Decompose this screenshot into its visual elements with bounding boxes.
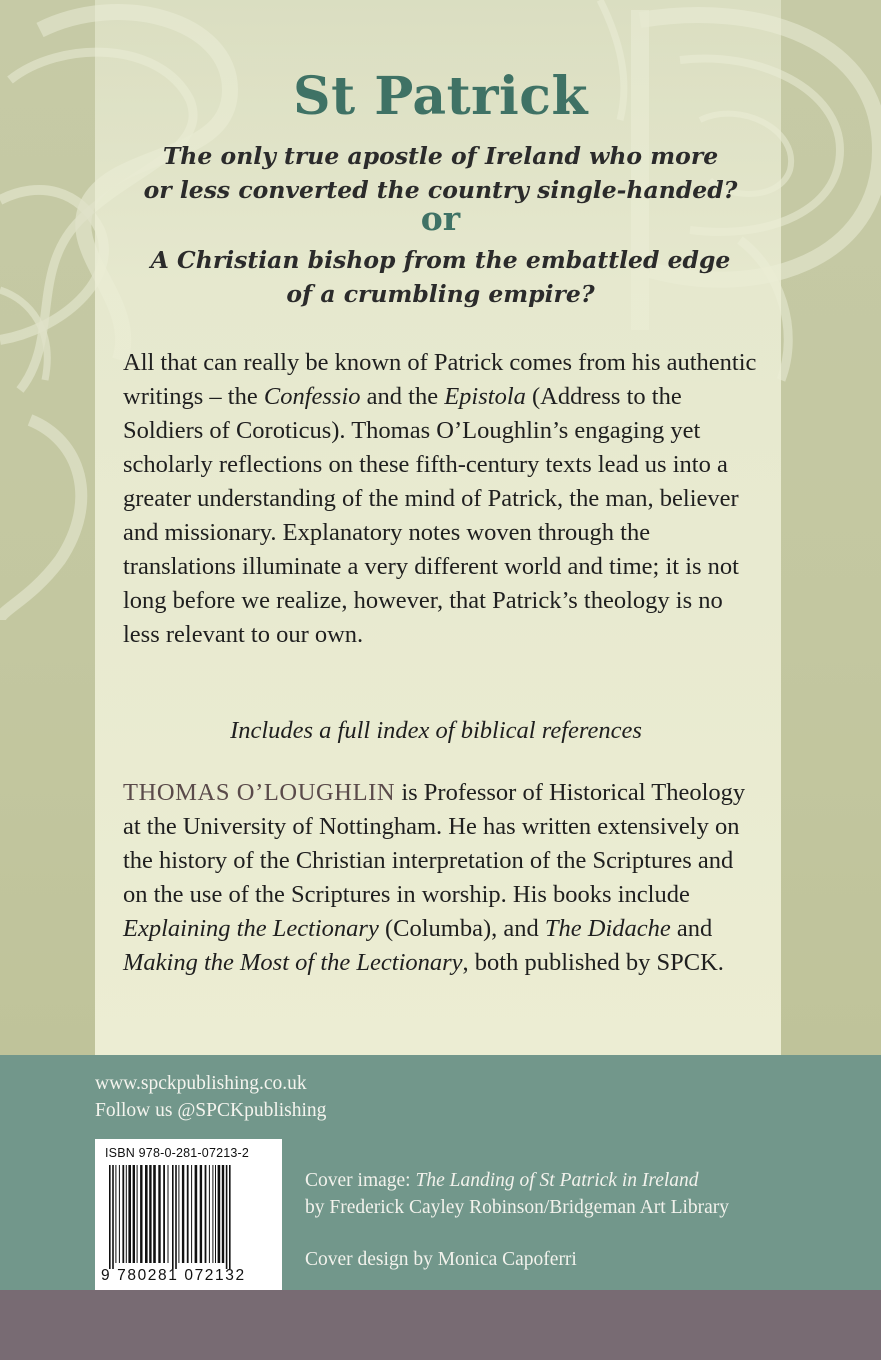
- epistola-title: Epistola: [444, 383, 526, 410]
- barcode-guard: [229, 1165, 231, 1269]
- barcode-bar: [215, 1165, 216, 1263]
- question-two: [0, 243, 881, 311]
- question-one-line-2: or less converted the country single-handed?: [143, 176, 738, 204]
- barcode-bar: [137, 1165, 138, 1263]
- book-title-making-the-most: Making the Most of the Lectionary: [123, 949, 463, 976]
- book-description: [123, 346, 763, 652]
- author-bio: [123, 776, 763, 980]
- barcode-bar: [205, 1165, 207, 1263]
- barcode-bar: [163, 1165, 165, 1263]
- isbn-digits: 9 780281 072132: [101, 1267, 246, 1284]
- book-title: St Patrick: [293, 66, 588, 127]
- barcode-bar: [153, 1165, 156, 1263]
- author-bio-part-3: and: [670, 915, 713, 942]
- barcode-guard: [109, 1165, 111, 1269]
- author-bio-part-4: , both published by SPCK.: [462, 949, 724, 976]
- barcode-bar: [149, 1165, 151, 1263]
- barcode-bar: [187, 1165, 189, 1263]
- description-part-1: All that can really be known of Patrick comes from his authentic writings – the: [123, 349, 757, 410]
- or-separator: or: [420, 199, 461, 238]
- barcode-bar: [128, 1165, 131, 1263]
- cover-image-artist: by Frederick Cayley Robinson/Bridgeman Art Library: [305, 1197, 730, 1218]
- barcode-bar: [145, 1165, 148, 1263]
- barcode-guard: [112, 1165, 114, 1269]
- author-bio-part-1: is Professor of Historical Theology at the University of Nottingham. He has written extensively on the history of the Christian interpretation of the Scriptures and on the use of the Scriptures in worship. His books include: [123, 779, 746, 908]
- barcode-bar: [178, 1165, 179, 1263]
- barcode-bar: [168, 1165, 169, 1263]
- barcode-bar: [126, 1165, 127, 1263]
- description-part-2: and the: [360, 383, 445, 410]
- barcode-guard: [175, 1165, 177, 1269]
- publisher-links: [95, 1070, 326, 1124]
- question-two-line-2: of a crumbling empire?: [286, 280, 595, 308]
- barcode-bar: [115, 1165, 116, 1263]
- barcode-bar: [119, 1165, 120, 1263]
- author-name: THOMAS O’LOUGHLIN: [123, 779, 396, 806]
- description-part-3: (Address to the Soldiers of Coroticus). Thomas O’Loughlin’s engaging yet scholarly reflections on these fifth-century texts lead us into a greater understanding of the mind of Patrick, the man, believer and missionary. Explanatory notes woven through the translations illuminate a very different world and time; it is not long before we realize, however, that Patrick’s theology is no less relevant to our own.: [123, 383, 739, 648]
- barcode-bar: [158, 1165, 160, 1263]
- confessio-title: Confessio: [263, 383, 361, 410]
- cover-design-credit: Cover design by Monica Capoferri: [305, 1249, 577, 1270]
- barcode-guard: [172, 1165, 174, 1269]
- question-two-line-1: A Christian bishop from the embattled edge: [150, 246, 731, 274]
- book-title-explaining: Explaining the Lectionary: [123, 915, 379, 942]
- cover-image-prefix: Cover image:: [305, 1170, 416, 1191]
- book-title-didache: The Didache: [544, 915, 671, 942]
- author-bio-part-2: (Columba), and: [378, 915, 545, 942]
- cover-image-title: The Landing of St Patrick in Ireland: [415, 1170, 699, 1191]
- barcode-bar: [122, 1165, 124, 1263]
- barcode-bar: [218, 1165, 221, 1263]
- barcode-bar: [182, 1165, 184, 1263]
- index-note: Includes a full index of biblical references: [230, 717, 642, 744]
- isbn-label: ISBN 978-0-281-07213-2: [105, 1146, 250, 1160]
- bottom-band: [0, 1290, 881, 1360]
- barcode-bar: [209, 1165, 210, 1263]
- barcode-bar: [140, 1165, 142, 1263]
- cover-image-credit: [305, 1167, 729, 1221]
- isbn-barcode: [95, 1139, 282, 1290]
- barcode-bar: [195, 1165, 198, 1263]
- website-link[interactable]: www.spckpublishing.co.uk: [95, 1073, 307, 1094]
- barcode-guard: [226, 1165, 228, 1269]
- barcode-bar: [200, 1165, 202, 1263]
- barcode-bar: [222, 1165, 224, 1263]
- barcode-bar: [133, 1165, 135, 1263]
- barcode-bar: [191, 1165, 192, 1263]
- question-one-line-1: The only true apostle of Ireland who more: [162, 142, 719, 170]
- social-link[interactable]: Follow us @SPCKpublishing: [95, 1100, 327, 1121]
- barcode-bar: [212, 1165, 213, 1263]
